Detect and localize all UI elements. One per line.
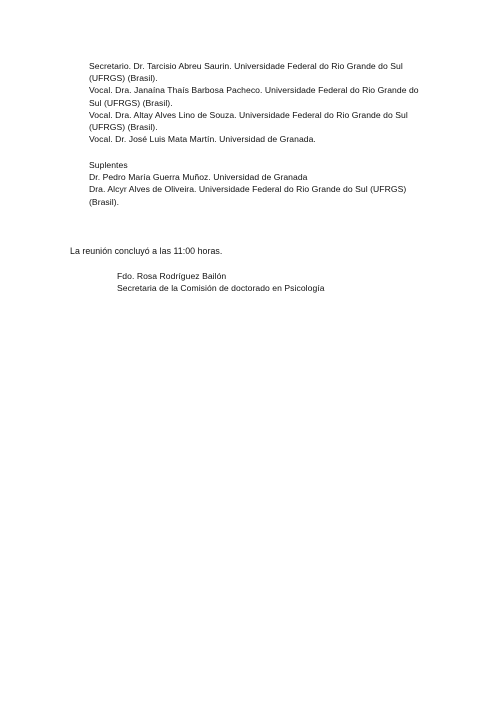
tribunal-members <box>89 60 419 145</box>
suplentes-heading: Suplentes <box>89 160 128 170</box>
suplentes-section <box>89 159 419 208</box>
suplente-member-1: Dr. Pedro María Guerra Muñoz. Universidad de Granada <box>89 172 308 183</box>
suplente-member-2: Dra. Alcyr Alves de Oliveira. Universidade Federal do Rio Grande do Sul (UFRGS) (Brasil). <box>89 184 407 207</box>
closing-statement <box>70 245 430 257</box>
tribunal-member-secretario: Secretario. Dr. Tarcisio Abreu Saurin. Universidade Federal do Rio Grande do Sul (UFRGS) (Brasil). <box>89 61 403 84</box>
tribunal-member-vocal-2: Vocal. Dra. Altay Alves Lino de Souza. Universidade Federal do Rio Grande do Sul (UFRGS) (Brasil). <box>89 109 408 133</box>
signature-block <box>117 270 437 294</box>
closing-text: La reunión concluyó a las 11:00 horas. <box>70 246 223 256</box>
tribunal-member-vocal-3: Vocal. Dr. José Luis Mata Martín. Universidad de Granada. <box>89 134 316 145</box>
tribunal-member-vocal-1: Vocal. Dra. Janaína Thaís Barbosa Pacheco. Universidade Federal do Rio Grande do Sul (UFRGS) (Brasil). <box>89 85 419 108</box>
signature-name: Fdo. Rosa Rodríguez Bailón <box>117 271 227 281</box>
signature-role: Secretaria de la Comisión de doctorado en Psicología <box>117 283 325 294</box>
